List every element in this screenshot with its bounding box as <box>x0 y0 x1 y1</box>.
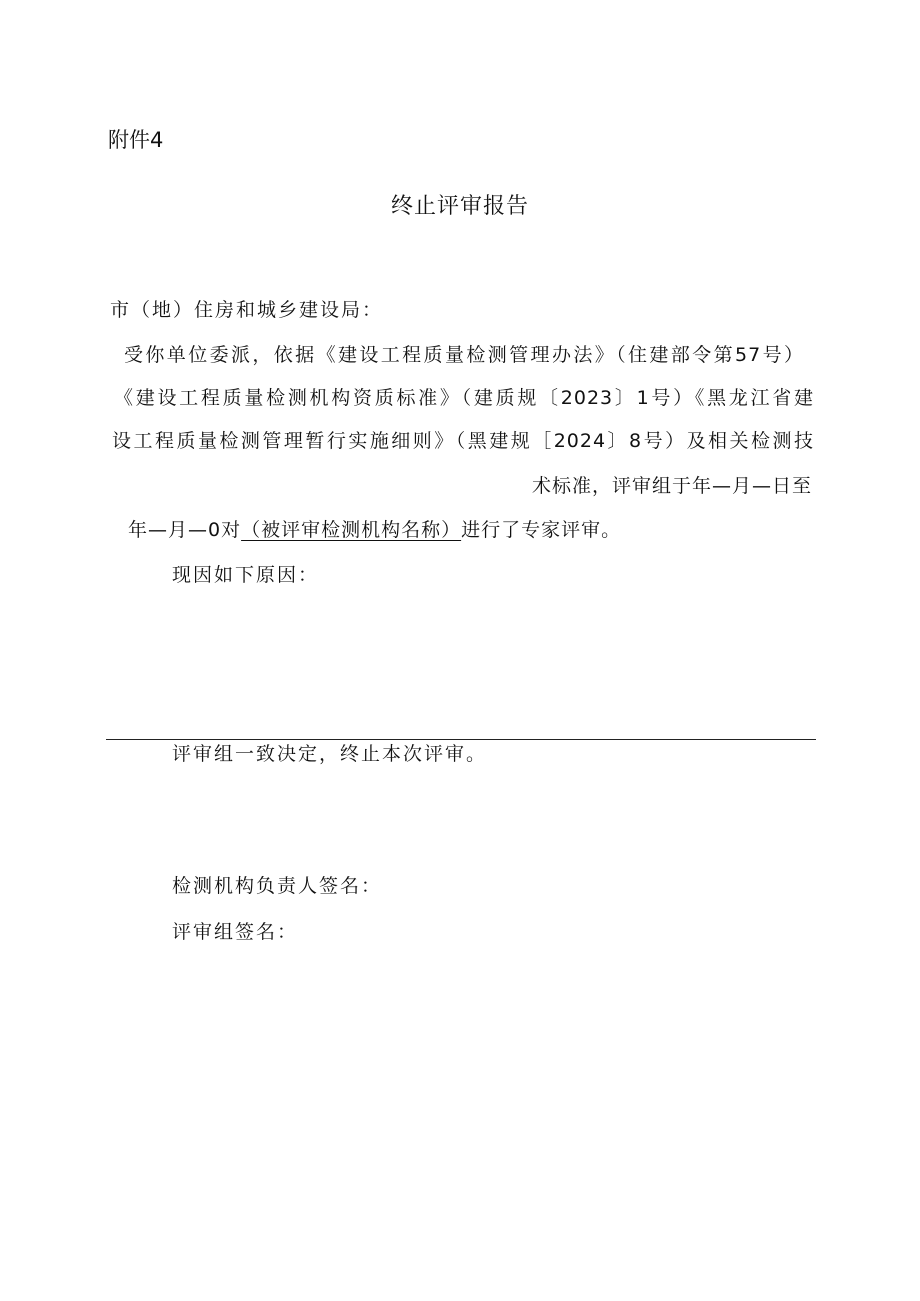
attachment-label: 附件4 <box>108 128 164 152</box>
review-date-end: 年—月—0对 <box>128 519 242 541</box>
reason-label: 现因如下原因： <box>172 564 320 586</box>
addressee: 市（地）住房和城乡建设局： <box>110 299 384 321</box>
institution-head-signature-label: 检测机构负责人签名： <box>172 875 383 897</box>
body-line-2: 《建设工程质量检测机构资质标准》（建质规〔2023〕1号）《黑龙江省建 <box>114 387 814 409</box>
page-title: 终止评审报告 <box>390 194 529 219</box>
review-statement-suffix: 进行了专家评审。 <box>461 519 622 541</box>
body-line-5 <box>128 521 621 540</box>
decision-statement: 评审组一致决定，终止本次评审。 <box>172 743 488 765</box>
body-line-1: 受你单位委派，依据《建设工程质量检测管理办法》（住建部令第57号） <box>124 344 804 366</box>
institution-name-placeholder: （被评审检测机构名称） <box>241 519 462 541</box>
body-line-4: 术标准，评审组于年—月—日至 <box>531 475 812 497</box>
review-group-signature-label: 评审组签名： <box>172 921 299 943</box>
reason-divider <box>106 739 816 740</box>
body-line-3: 设工程质量检测管理暂行实施细则》（黑建规［2024〕8号）及相关检测技 <box>112 430 814 452</box>
